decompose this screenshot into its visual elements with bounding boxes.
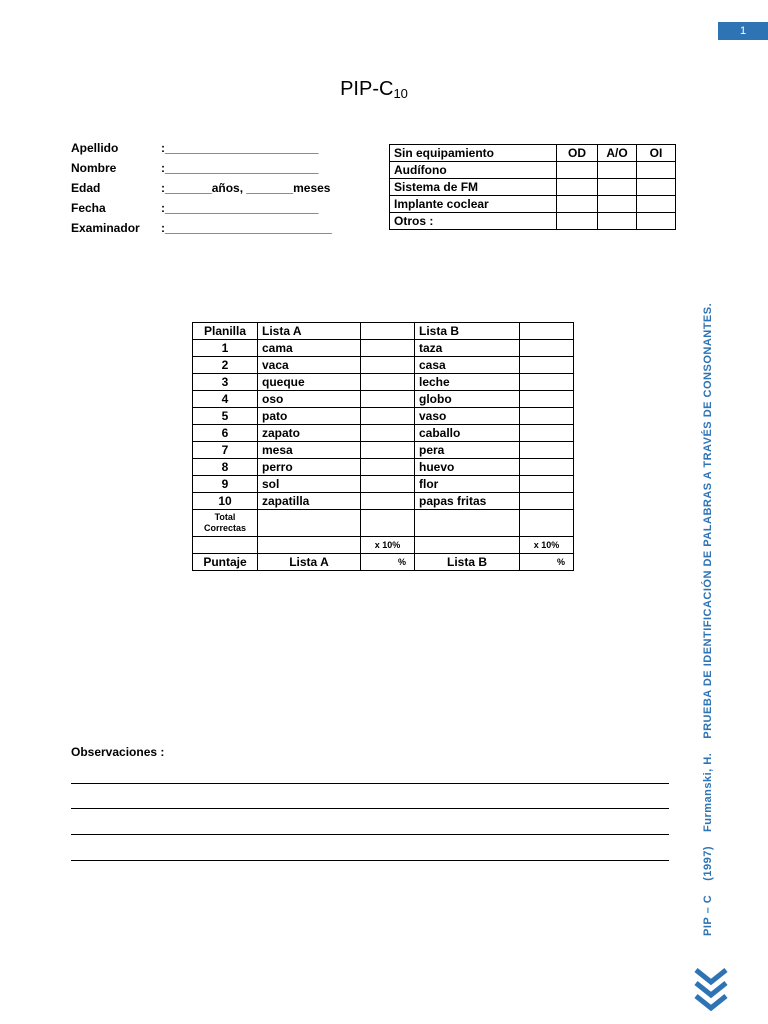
word-lista-a: sol [258,476,361,493]
total-b-cell[interactable] [415,510,520,537]
table-row [193,408,574,425]
equipment-label: Otros : [390,213,557,230]
word-lista-b: vaso [415,408,520,425]
info-label: Edad [71,181,101,195]
equipment-row [390,196,676,213]
row-number: 7 [193,442,258,459]
info-value[interactable]: :_________________________ [161,221,332,235]
score-cell-a[interactable] [361,374,415,391]
score-cell-b[interactable] [520,391,574,408]
equipment-label: Audífono [390,162,557,179]
equipment-label: Implante coclear [390,196,557,213]
info-label: Apellido [71,141,119,155]
row-number: 6 [193,425,258,442]
observaciones-line[interactable] [71,783,669,784]
row-number: 10 [193,493,258,510]
info-label: Examinador [71,221,140,235]
chevron-down-icon [693,966,729,1018]
info-label: Fecha [71,201,106,215]
table-row [193,374,574,391]
multiplier-empty-cell [193,537,258,554]
score-cell-a[interactable] [361,391,415,408]
equipment-cell[interactable] [637,162,676,179]
score-cell-b[interactable] [520,476,574,493]
word-lista-b: casa [415,357,520,374]
equipment-cell[interactable] [637,179,676,196]
equipment-row [390,162,676,179]
score-b-header-cell [520,323,574,340]
percent-a[interactable]: % [361,554,415,571]
header-oi: OI [637,145,676,162]
sidebar-part-3: Furmanski, H. [702,752,714,832]
puntaje-lista-a: Lista A [258,554,361,571]
sidebar-part-4: PRUEBA DE IDENTIFICACIÓN DE PALABRAS A TRAVÉS DE CONSONANTES. [702,302,714,739]
score-cell-b[interactable] [520,374,574,391]
score-cell-b[interactable] [520,425,574,442]
title-main: PIP-C [340,78,394,100]
score-cell-b[interactable] [520,408,574,425]
word-lista-b: huevo [415,459,520,476]
info-row-fecha [71,198,332,218]
header-lista-b: Lista B [415,323,520,340]
puntaje-row [193,554,574,571]
equipment-table [389,144,676,230]
score-cell-a[interactable] [361,408,415,425]
score-cell-a[interactable] [361,340,415,357]
percent-b[interactable]: % [520,554,574,571]
row-number: 2 [193,357,258,374]
word-lista-a: perro [258,459,361,476]
info-row-nombre [71,158,332,178]
equipment-row [390,179,676,196]
header-ao: A/O [598,145,637,162]
word-lista-b: papas fritas [415,493,520,510]
score-cell-a[interactable] [361,357,415,374]
total-line-1: Total [214,512,236,522]
info-row-edad [71,178,332,198]
sidebar-part-2: (1997) [702,845,714,881]
equipment-cell[interactable] [557,179,598,196]
score-cell-b[interactable] [520,357,574,374]
header-lista-a: Lista A [258,323,361,340]
info-value[interactable]: :_______________________ [161,161,319,175]
multiplier-a-cell[interactable] [258,537,361,554]
word-lista-a: queque [258,374,361,391]
score-a-header-cell [361,323,415,340]
total-a-cell[interactable] [258,510,361,537]
score-cell-b[interactable] [520,442,574,459]
equipment-label: Sistema de FM [390,179,557,196]
score-cell-b[interactable] [520,459,574,476]
info-label: Nombre [71,161,117,175]
observaciones-line[interactable] [71,834,669,835]
score-header-row [193,323,574,340]
equipment-cell[interactable] [598,213,637,230]
word-lista-a: zapato [258,425,361,442]
table-row [193,425,574,442]
equipment-cell[interactable] [637,196,676,213]
total-line-2: Correctas [203,523,247,533]
equipment-cell[interactable] [557,213,598,230]
equipment-header-row [390,145,676,162]
row-number: 1 [193,340,258,357]
header-planilla: Planilla [193,323,258,340]
title-subscript: 10 [393,86,408,101]
total-correctas-row [193,510,574,537]
table-row [193,340,574,357]
total-correctas-label [193,510,258,537]
row-number: 4 [193,391,258,408]
word-lista-b: taza [415,340,520,357]
multiplier-row [193,537,574,554]
info-value[interactable]: :_______________________ [161,201,319,215]
puntaje-label: Puntaje [193,554,258,571]
equipment-header-label: Sin equipamiento [390,145,557,162]
word-lista-b: leche [415,374,520,391]
multiplier-b: x 10% [520,537,574,554]
sidebar-footer-text [702,289,714,936]
word-lista-a: mesa [258,442,361,459]
score-table [192,322,574,571]
header-od: OD [557,145,598,162]
page-number-badge: 1 [718,22,768,40]
row-number: 8 [193,459,258,476]
page-title [0,78,748,101]
word-lista-a: vaca [258,357,361,374]
row-number: 3 [193,374,258,391]
equipment-row [390,213,676,230]
multiplier-b-cell[interactable] [415,537,520,554]
observaciones-label: Observaciones : [71,745,165,759]
score-cell-a[interactable] [361,425,415,442]
observaciones-line[interactable] [71,860,669,861]
equipment-cell[interactable] [557,162,598,179]
info-value[interactable]: :_______________________ [161,141,319,155]
equipment-cell[interactable] [598,162,637,179]
equipment-cell[interactable] [557,196,598,213]
row-number: 9 [193,476,258,493]
multiplier-a: x 10% [361,537,415,554]
word-lista-b: flor [415,476,520,493]
table-row [193,391,574,408]
word-lista-a: cama [258,340,361,357]
equipment-cell[interactable] [598,196,637,213]
score-cell-a[interactable] [361,476,415,493]
equipment-cell[interactable] [598,179,637,196]
row-number: 5 [193,408,258,425]
score-cell-b[interactable] [520,340,574,357]
info-value[interactable]: :_______años, _______meses [161,181,331,195]
score-cell-a[interactable] [361,442,415,459]
word-lista-b: pera [415,442,520,459]
word-lista-b: globo [415,391,520,408]
table-row [193,459,574,476]
table-row [193,357,574,374]
table-row [193,442,574,459]
score-cell-a[interactable] [361,459,415,476]
score-cell-a[interactable] [361,493,415,510]
observaciones-line[interactable] [71,808,669,809]
table-row [193,476,574,493]
word-lista-a: zapatilla [258,493,361,510]
word-lista-b: caballo [415,425,520,442]
total-a-score-cell[interactable] [361,510,415,537]
sidebar-part-1: PIP – C [702,894,714,936]
total-b-score-cell[interactable] [520,510,574,537]
info-row-apellido [71,138,332,158]
equipment-cell[interactable] [637,213,676,230]
table-row [193,493,574,510]
info-row-examinador [71,218,332,238]
patient-info [71,138,332,238]
score-cell-b[interactable] [520,493,574,510]
word-lista-a: oso [258,391,361,408]
puntaje-lista-b: Lista B [415,554,520,571]
word-lista-a: pato [258,408,361,425]
